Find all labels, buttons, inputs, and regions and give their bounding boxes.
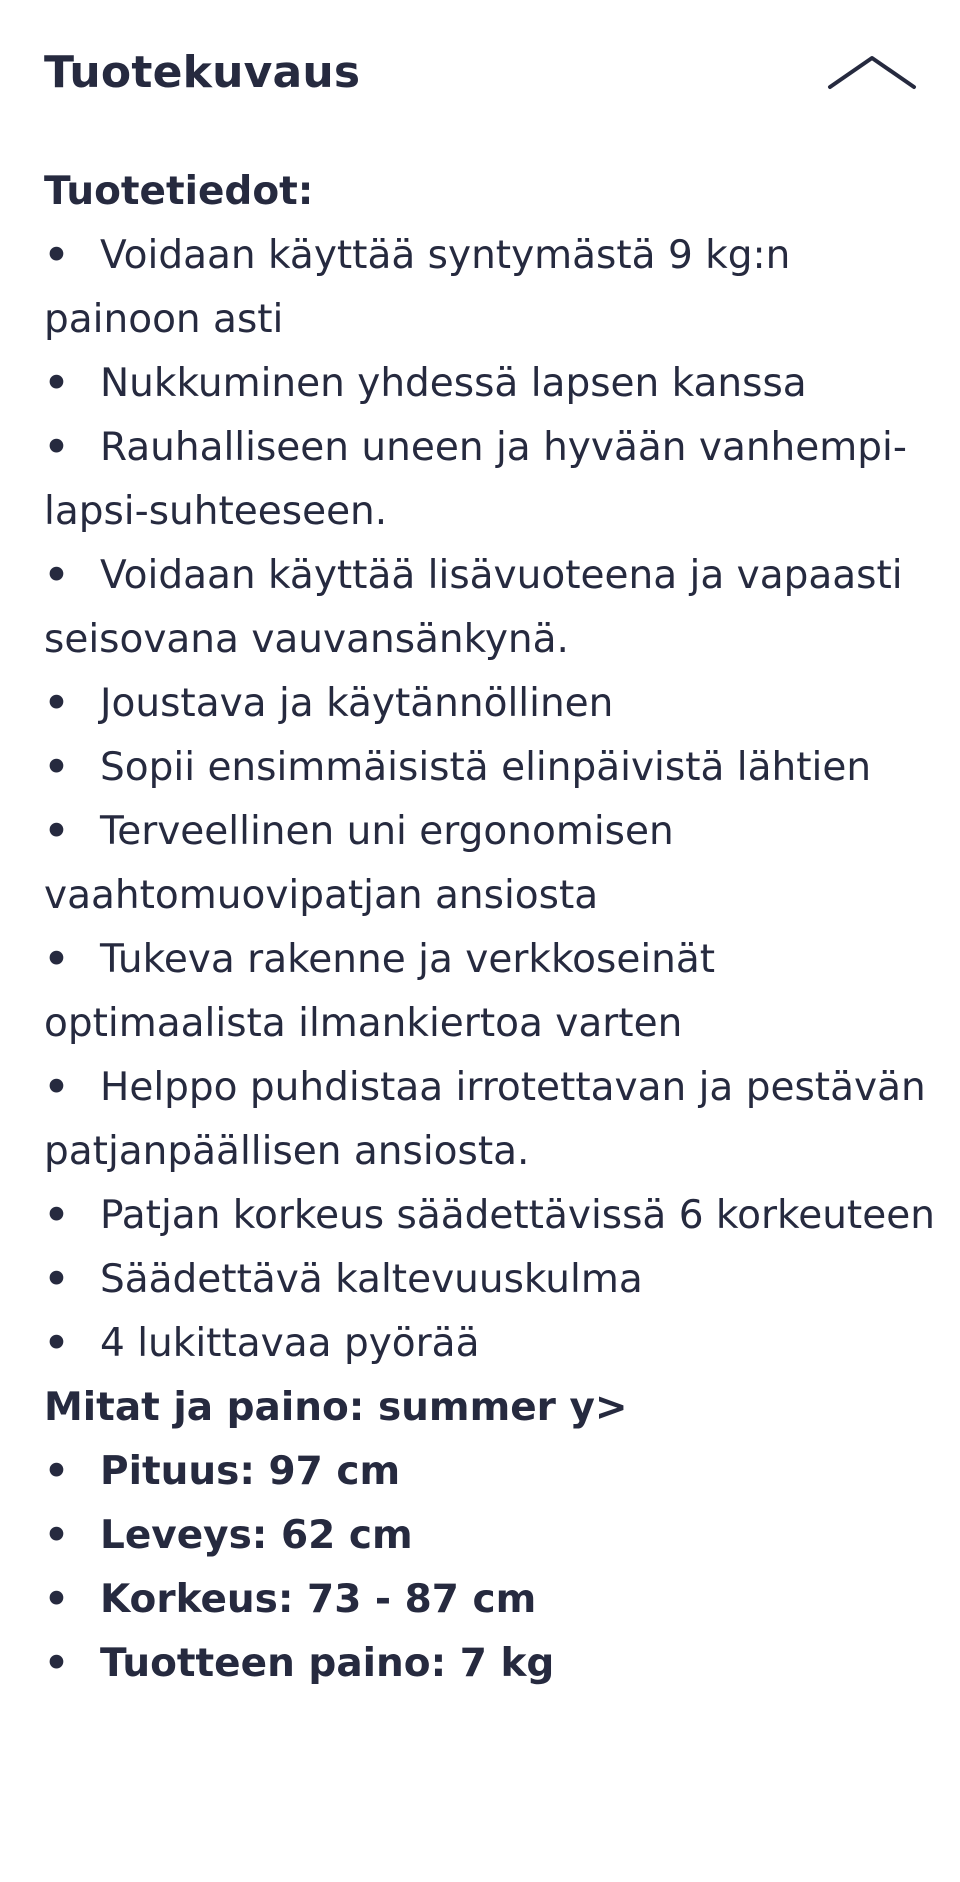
list-item bbox=[44, 928, 936, 1056]
dimensions-heading: Mitat ja paino: summer y> bbox=[44, 1385, 628, 1430]
dimensions-list bbox=[44, 1440, 936, 1696]
bullet: • bbox=[44, 233, 69, 278]
accordion-header[interactable] bbox=[44, 40, 920, 104]
bullet: • bbox=[44, 1449, 69, 1494]
list-item bbox=[44, 352, 936, 416]
bullet: • bbox=[44, 1257, 69, 1302]
list-item-text: Säädettävä kaltevuuskulma bbox=[100, 1257, 643, 1302]
bullet: • bbox=[44, 1577, 69, 1622]
bullet: • bbox=[44, 1065, 69, 1110]
list-item-text: Terveellinen uni ergonomisen vaahtomuovipatjan ansiosta bbox=[44, 809, 674, 918]
list-item-text: Patjan korkeus säädettävissä 6 korkeuteen bbox=[100, 1193, 935, 1238]
list-item bbox=[44, 1632, 936, 1696]
list-item-text: Sopii ensimmäisistä elinpäivistä lähtien bbox=[100, 745, 872, 790]
list-item-text: Tuotteen paino: 7 kg bbox=[100, 1641, 555, 1686]
list-item-text: Joustava ja käytännöllinen bbox=[100, 681, 614, 726]
chevron-up-icon[interactable] bbox=[824, 48, 920, 96]
bullet: • bbox=[44, 1513, 69, 1558]
list-item-text: Leveys: 62 cm bbox=[100, 1513, 413, 1558]
list-item-text: Pituus: 97 cm bbox=[100, 1449, 401, 1494]
product-info-heading: Tuotetiedot: bbox=[44, 169, 314, 214]
accordion-content bbox=[44, 160, 936, 1696]
bullet: • bbox=[44, 809, 69, 854]
bullet: • bbox=[44, 745, 69, 790]
list-item-text: Korkeus: 73 - 87 cm bbox=[100, 1577, 537, 1622]
bullet: • bbox=[44, 1193, 69, 1238]
bullet: • bbox=[44, 361, 69, 406]
bullet: • bbox=[44, 553, 69, 598]
list-item-text: 4 lukittavaa pyörää bbox=[100, 1321, 480, 1366]
list-item-text: Nukkuminen yhdessä lapsen kanssa bbox=[100, 361, 807, 406]
list-item bbox=[44, 1184, 936, 1248]
accordion-title: Tuotekuvaus bbox=[44, 46, 361, 98]
list-item bbox=[44, 416, 936, 544]
list-item bbox=[44, 1312, 936, 1376]
list-item bbox=[44, 1248, 936, 1312]
list-item bbox=[44, 1056, 936, 1184]
list-item-text: Tukeva rakenne ja verkkoseinät optimaalista ilmankiertoa varten bbox=[44, 937, 716, 1046]
list-item bbox=[44, 1568, 936, 1632]
list-item-text: Voidaan käyttää syntymästä 9 kg:n painoon asti bbox=[44, 233, 791, 342]
bullet: • bbox=[44, 425, 69, 470]
list-item-text: Helppo puhdistaa irrotettavan ja pestävän patjanpäällisen ansiosta. bbox=[44, 1065, 926, 1174]
bullet: • bbox=[44, 1641, 69, 1686]
bullet: • bbox=[44, 1321, 69, 1366]
list-item bbox=[44, 800, 936, 928]
list-item-text: Voidaan käyttää lisävuoteena ja vapaasti seisovana vauvansänkynä. bbox=[44, 553, 903, 662]
list-item-text: Rauhalliseen uneen ja hyvään vanhempi-lapsi-suhteeseen. bbox=[44, 425, 907, 534]
list-item bbox=[44, 1440, 936, 1504]
list-item bbox=[44, 544, 936, 672]
list-item bbox=[44, 224, 936, 352]
list-item bbox=[44, 736, 936, 800]
bullet: • bbox=[44, 937, 69, 982]
list-item bbox=[44, 672, 936, 736]
product-info-list bbox=[44, 224, 936, 1376]
list-item bbox=[44, 1504, 936, 1568]
bullet: • bbox=[44, 681, 69, 726]
